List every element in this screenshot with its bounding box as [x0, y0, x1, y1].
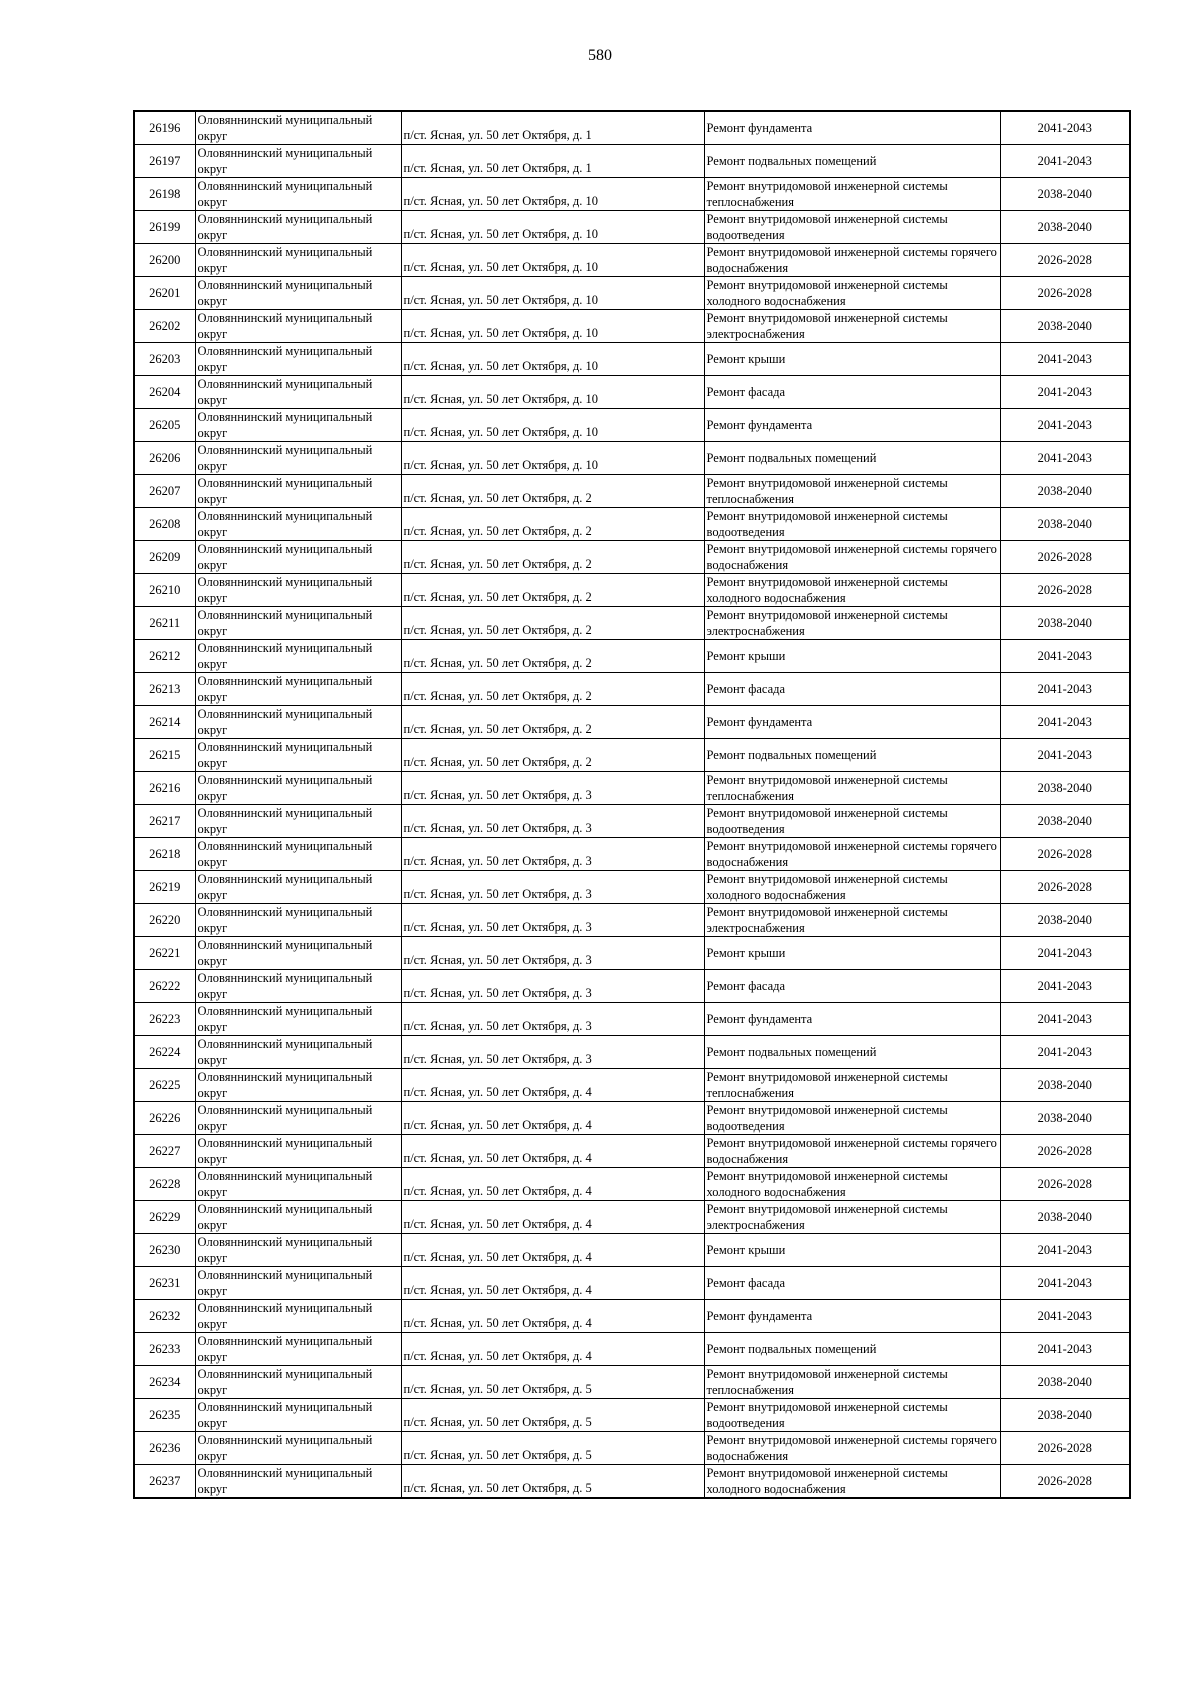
address-cell: п/ст. Ясная, ул. 50 лет Октября, д. 5 — [401, 1465, 704, 1499]
municipality-cell: Оловяннинский муниципальный округ — [195, 1333, 401, 1366]
row-number: 26236 — [134, 1432, 195, 1465]
period-cell: 2026-2028 — [1000, 838, 1130, 871]
table-row — [134, 1465, 1130, 1499]
address-cell: п/ст. Ясная, ул. 50 лет Октября, д. 3 — [401, 871, 704, 904]
address-cell: п/ст. Ясная, ул. 50 лет Октября, д. 4 — [401, 1168, 704, 1201]
municipality-cell: Оловяннинский муниципальный округ — [195, 343, 401, 376]
municipality-cell: Оловяннинский муниципальный округ — [195, 1069, 401, 1102]
table-row — [134, 1399, 1130, 1432]
municipality-cell: Оловяннинский муниципальный округ — [195, 574, 401, 607]
work-type-cell: Ремонт подвальных помещений — [704, 145, 1000, 178]
period-cell: 2041-2043 — [1000, 1300, 1130, 1333]
row-number: 26210 — [134, 574, 195, 607]
address-cell: п/ст. Ясная, ул. 50 лет Октября, д. 3 — [401, 1003, 704, 1036]
row-number: 26222 — [134, 970, 195, 1003]
work-type-cell: Ремонт фундамента — [704, 706, 1000, 739]
municipality-cell: Оловяннинский муниципальный округ — [195, 1168, 401, 1201]
work-type-cell: Ремонт фундамента — [704, 409, 1000, 442]
period-cell: 2026-2028 — [1000, 1168, 1130, 1201]
municipality-cell: Оловяннинский муниципальный округ — [195, 904, 401, 937]
row-number: 26211 — [134, 607, 195, 640]
table-row — [134, 640, 1130, 673]
period-cell: 2041-2043 — [1000, 1036, 1130, 1069]
table-row — [134, 343, 1130, 376]
period-cell: 2041-2043 — [1000, 640, 1130, 673]
period-cell: 2041-2043 — [1000, 376, 1130, 409]
address-cell: п/ст. Ясная, ул. 50 лет Октября, д. 4 — [401, 1069, 704, 1102]
row-number: 26221 — [134, 937, 195, 970]
table-row — [134, 838, 1130, 871]
table-row — [134, 442, 1130, 475]
work-type-cell: Ремонт внутридомовой инженерной системы теплоснабжения — [704, 772, 1000, 805]
municipality-cell: Оловяннинский муниципальный округ — [195, 607, 401, 640]
table-row — [134, 211, 1130, 244]
row-number: 26212 — [134, 640, 195, 673]
repair-schedule-table — [133, 110, 1131, 1499]
municipality-cell: Оловяннинский муниципальный округ — [195, 277, 401, 310]
row-number: 26229 — [134, 1201, 195, 1234]
municipality-cell: Оловяннинский муниципальный округ — [195, 508, 401, 541]
table-row — [134, 376, 1130, 409]
work-type-cell: Ремонт внутридомовой инженерной системы горячего водоснабжения — [704, 1432, 1000, 1465]
work-type-cell: Ремонт внутридомовой инженерной системы теплоснабжения — [704, 1069, 1000, 1102]
table-row — [134, 1168, 1130, 1201]
table-row — [134, 574, 1130, 607]
address-cell: п/ст. Ясная, ул. 50 лет Октября, д. 10 — [401, 376, 704, 409]
period-cell: 2041-2043 — [1000, 442, 1130, 475]
row-number: 26208 — [134, 508, 195, 541]
address-cell: п/ст. Ясная, ул. 50 лет Октября, д. 10 — [401, 211, 704, 244]
row-number: 26233 — [134, 1333, 195, 1366]
work-type-cell: Ремонт внутридомовой инженерной системы водоотведения — [704, 211, 1000, 244]
municipality-cell: Оловяннинский муниципальный округ — [195, 1036, 401, 1069]
page-number: 580 — [588, 47, 612, 64]
period-cell: 2038-2040 — [1000, 178, 1130, 211]
municipality-cell: Оловяннинский муниципальный округ — [195, 145, 401, 178]
address-cell: п/ст. Ясная, ул. 50 лет Октября, д. 5 — [401, 1399, 704, 1432]
period-cell: 2038-2040 — [1000, 508, 1130, 541]
municipality-cell: Оловяннинский муниципальный округ — [195, 310, 401, 343]
address-cell: п/ст. Ясная, ул. 50 лет Октября, д. 2 — [401, 607, 704, 640]
table-row — [134, 277, 1130, 310]
address-cell: п/ст. Ясная, ул. 50 лет Октября, д. 10 — [401, 277, 704, 310]
period-cell: 2026-2028 — [1000, 1465, 1130, 1499]
municipality-cell: Оловяннинский муниципальный округ — [195, 1102, 401, 1135]
row-number: 26225 — [134, 1069, 195, 1102]
address-cell: п/ст. Ясная, ул. 50 лет Октября, д. 10 — [401, 343, 704, 376]
municipality-cell: Оловяннинский муниципальный округ — [195, 1432, 401, 1465]
work-type-cell: Ремонт внутридомовой инженерной системы холодного водоснабжения — [704, 277, 1000, 310]
address-cell: п/ст. Ясная, ул. 50 лет Октября, д. 3 — [401, 772, 704, 805]
period-cell: 2041-2043 — [1000, 1003, 1130, 1036]
address-cell: п/ст. Ясная, ул. 50 лет Октября, д. 5 — [401, 1366, 704, 1399]
municipality-cell: Оловяннинский муниципальный округ — [195, 673, 401, 706]
municipality-cell: Оловяннинский муниципальный округ — [195, 772, 401, 805]
municipality-cell: Оловяннинский муниципальный округ — [195, 970, 401, 1003]
row-number: 26214 — [134, 706, 195, 739]
work-type-cell: Ремонт внутридомовой инженерной системы горячего водоснабжения — [704, 541, 1000, 574]
table-row — [134, 244, 1130, 277]
work-type-cell: Ремонт внутридомовой инженерной системы электроснабжения — [704, 1201, 1000, 1234]
period-cell: 2038-2040 — [1000, 310, 1130, 343]
row-number: 26237 — [134, 1465, 195, 1499]
municipality-cell: Оловяннинский муниципальный округ — [195, 1135, 401, 1168]
table-row — [134, 607, 1130, 640]
period-cell: 2038-2040 — [1000, 1201, 1130, 1234]
address-cell: п/ст. Ясная, ул. 50 лет Октября, д. 2 — [401, 475, 704, 508]
municipality-cell: Оловяннинский муниципальный округ — [195, 1201, 401, 1234]
municipality-cell: Оловяннинский муниципальный округ — [195, 805, 401, 838]
work-type-cell: Ремонт крыши — [704, 1234, 1000, 1267]
table-row — [134, 1201, 1130, 1234]
address-cell: п/ст. Ясная, ул. 50 лет Октября, д. 10 — [401, 244, 704, 277]
period-cell: 2026-2028 — [1000, 277, 1130, 310]
municipality-cell: Оловяннинский муниципальный округ — [195, 178, 401, 211]
work-type-cell: Ремонт внутридомовой инженерной системы водоотведения — [704, 805, 1000, 838]
row-number: 26234 — [134, 1366, 195, 1399]
municipality-cell: Оловяннинский муниципальный округ — [195, 211, 401, 244]
work-type-cell: Ремонт фундамента — [704, 111, 1000, 145]
table-row — [134, 475, 1130, 508]
work-type-cell: Ремонт внутридомовой инженерной системы горячего водоснабжения — [704, 838, 1000, 871]
address-cell: п/ст. Ясная, ул. 50 лет Октября, д. 10 — [401, 409, 704, 442]
municipality-cell: Оловяннинский муниципальный округ — [195, 1465, 401, 1499]
row-number: 26228 — [134, 1168, 195, 1201]
table-row — [134, 310, 1130, 343]
row-number: 26227 — [134, 1135, 195, 1168]
address-cell: п/ст. Ясная, ул. 50 лет Октября, д. 4 — [401, 1102, 704, 1135]
work-type-cell: Ремонт крыши — [704, 640, 1000, 673]
table-row — [134, 111, 1130, 145]
table-body — [134, 111, 1130, 1498]
row-number: 26230 — [134, 1234, 195, 1267]
address-cell: п/ст. Ясная, ул. 50 лет Октября, д. 2 — [401, 541, 704, 574]
period-cell: 2038-2040 — [1000, 475, 1130, 508]
municipality-cell: Оловяннинский муниципальный округ — [195, 409, 401, 442]
address-cell: п/ст. Ясная, ул. 50 лет Октября, д. 3 — [401, 805, 704, 838]
row-number: 26197 — [134, 145, 195, 178]
period-cell: 2041-2043 — [1000, 1234, 1130, 1267]
work-type-cell: Ремонт внутридомовой инженерной системы холодного водоснабжения — [704, 1465, 1000, 1499]
work-type-cell: Ремонт внутридомовой инженерной системы водоотведения — [704, 1102, 1000, 1135]
row-number: 26198 — [134, 178, 195, 211]
address-cell: п/ст. Ясная, ул. 50 лет Октября, д. 10 — [401, 310, 704, 343]
table-row — [134, 1300, 1130, 1333]
address-cell: п/ст. Ясная, ул. 50 лет Октября, д. 2 — [401, 739, 704, 772]
row-number: 26199 — [134, 211, 195, 244]
table-row — [134, 1432, 1130, 1465]
work-type-cell: Ремонт подвальных помещений — [704, 1333, 1000, 1366]
table-row — [134, 1333, 1130, 1366]
municipality-cell: Оловяннинский муниципальный округ — [195, 1399, 401, 1432]
work-type-cell: Ремонт подвальных помещений — [704, 739, 1000, 772]
period-cell: 2026-2028 — [1000, 871, 1130, 904]
period-cell: 2038-2040 — [1000, 1366, 1130, 1399]
municipality-cell: Оловяннинский муниципальный округ — [195, 244, 401, 277]
row-number: 26206 — [134, 442, 195, 475]
work-type-cell: Ремонт фасада — [704, 673, 1000, 706]
table-row — [134, 904, 1130, 937]
table-row — [134, 178, 1130, 211]
table-row — [134, 1234, 1130, 1267]
work-type-cell: Ремонт фасада — [704, 970, 1000, 1003]
period-cell: 2041-2043 — [1000, 706, 1130, 739]
municipality-cell: Оловяннинский муниципальный округ — [195, 739, 401, 772]
period-cell: 2038-2040 — [1000, 607, 1130, 640]
work-type-cell: Ремонт фасада — [704, 1267, 1000, 1300]
work-type-cell: Ремонт внутридомовой инженерной системы теплоснабжения — [704, 475, 1000, 508]
row-number: 26232 — [134, 1300, 195, 1333]
row-number: 26200 — [134, 244, 195, 277]
municipality-cell: Оловяннинский муниципальный округ — [195, 1366, 401, 1399]
row-number: 26217 — [134, 805, 195, 838]
address-cell: п/ст. Ясная, ул. 50 лет Октября, д. 1 — [401, 111, 704, 145]
work-type-cell: Ремонт внутридомовой инженерной системы холодного водоснабжения — [704, 1168, 1000, 1201]
period-cell: 2041-2043 — [1000, 937, 1130, 970]
row-number: 26218 — [134, 838, 195, 871]
row-number: 26209 — [134, 541, 195, 574]
row-number: 26224 — [134, 1036, 195, 1069]
work-type-cell: Ремонт фундамента — [704, 1300, 1000, 1333]
table-row — [134, 970, 1130, 1003]
period-cell: 2038-2040 — [1000, 211, 1130, 244]
period-cell: 2026-2028 — [1000, 574, 1130, 607]
address-cell: п/ст. Ясная, ул. 50 лет Октября, д. 3 — [401, 904, 704, 937]
table-row — [134, 409, 1130, 442]
work-type-cell: Ремонт подвальных помещений — [704, 442, 1000, 475]
work-type-cell: Ремонт внутридомовой инженерной системы теплоснабжения — [704, 1366, 1000, 1399]
row-number: 26201 — [134, 277, 195, 310]
work-type-cell: Ремонт крыши — [704, 937, 1000, 970]
period-cell: 2038-2040 — [1000, 1069, 1130, 1102]
work-type-cell: Ремонт внутридомовой инженерной системы горячего водоснабжения — [704, 244, 1000, 277]
address-cell: п/ст. Ясная, ул. 50 лет Октября, д. 2 — [401, 706, 704, 739]
address-cell: п/ст. Ясная, ул. 50 лет Октября, д. 2 — [401, 673, 704, 706]
address-cell: п/ст. Ясная, ул. 50 лет Октября, д. 4 — [401, 1234, 704, 1267]
address-cell: п/ст. Ясная, ул. 50 лет Октября, д. 4 — [401, 1201, 704, 1234]
table-row — [134, 145, 1130, 178]
period-cell: 2041-2043 — [1000, 739, 1130, 772]
table-row — [134, 508, 1130, 541]
address-cell: п/ст. Ясная, ул. 50 лет Октября, д. 2 — [401, 640, 704, 673]
address-cell: п/ст. Ясная, ул. 50 лет Октября, д. 4 — [401, 1267, 704, 1300]
period-cell: 2026-2028 — [1000, 1135, 1130, 1168]
address-cell: п/ст. Ясная, ул. 50 лет Октября, д. 3 — [401, 937, 704, 970]
municipality-cell: Оловяннинский муниципальный округ — [195, 1003, 401, 1036]
table-row — [134, 772, 1130, 805]
table-row — [134, 1036, 1130, 1069]
row-number: 26213 — [134, 673, 195, 706]
table-row — [134, 1102, 1130, 1135]
period-cell: 2041-2043 — [1000, 343, 1130, 376]
row-number: 26219 — [134, 871, 195, 904]
period-cell: 2026-2028 — [1000, 541, 1130, 574]
work-type-cell: Ремонт фасада — [704, 376, 1000, 409]
work-type-cell: Ремонт внутридомовой инженерной системы холодного водоснабжения — [704, 574, 1000, 607]
row-number: 26205 — [134, 409, 195, 442]
address-cell: п/ст. Ясная, ул. 50 лет Октября, д. 4 — [401, 1135, 704, 1168]
municipality-cell: Оловяннинский муниципальный округ — [195, 442, 401, 475]
municipality-cell: Оловяннинский муниципальный округ — [195, 1234, 401, 1267]
municipality-cell: Оловяннинский муниципальный округ — [195, 111, 401, 145]
work-type-cell: Ремонт внутридомовой инженерной системы водоотведения — [704, 1399, 1000, 1432]
table-row — [134, 937, 1130, 970]
period-cell: 2041-2043 — [1000, 111, 1130, 145]
address-cell: п/ст. Ясная, ул. 50 лет Октября, д. 4 — [401, 1300, 704, 1333]
row-number: 26223 — [134, 1003, 195, 1036]
table-row — [134, 706, 1130, 739]
work-type-cell: Ремонт внутридомовой инженерной системы электроснабжения — [704, 310, 1000, 343]
address-cell: п/ст. Ясная, ул. 50 лет Октября, д. 10 — [401, 442, 704, 475]
row-number: 26215 — [134, 739, 195, 772]
period-cell: 2026-2028 — [1000, 1432, 1130, 1465]
municipality-cell: Оловяннинский муниципальный округ — [195, 706, 401, 739]
period-cell: 2041-2043 — [1000, 673, 1130, 706]
work-type-cell: Ремонт внутридомовой инженерной системы теплоснабжения — [704, 178, 1000, 211]
address-cell: п/ст. Ясная, ул. 50 лет Октября, д. 3 — [401, 1036, 704, 1069]
address-cell: п/ст. Ясная, ул. 50 лет Октября, д. 4 — [401, 1333, 704, 1366]
work-type-cell: Ремонт внутридомовой инженерной системы холодного водоснабжения — [704, 871, 1000, 904]
period-cell: 2038-2040 — [1000, 772, 1130, 805]
work-type-cell: Ремонт подвальных помещений — [704, 1036, 1000, 1069]
row-number: 26207 — [134, 475, 195, 508]
work-type-cell: Ремонт крыши — [704, 343, 1000, 376]
period-cell: 2041-2043 — [1000, 145, 1130, 178]
period-cell: 2041-2043 — [1000, 1333, 1130, 1366]
table-row — [134, 871, 1130, 904]
municipality-cell: Оловяннинский муниципальный округ — [195, 1267, 401, 1300]
row-number: 26235 — [134, 1399, 195, 1432]
municipality-cell: Оловяннинский муниципальный округ — [195, 1300, 401, 1333]
municipality-cell: Оловяннинский муниципальный округ — [195, 937, 401, 970]
work-type-cell: Ремонт фундамента — [704, 1003, 1000, 1036]
period-cell: 2038-2040 — [1000, 904, 1130, 937]
row-number: 26203 — [134, 343, 195, 376]
municipality-cell: Оловяннинский муниципальный округ — [195, 475, 401, 508]
period-cell: 2041-2043 — [1000, 1267, 1130, 1300]
address-cell: п/ст. Ясная, ул. 50 лет Октября, д. 5 — [401, 1432, 704, 1465]
table-row — [134, 739, 1130, 772]
period-cell: 2038-2040 — [1000, 805, 1130, 838]
table-row — [134, 1135, 1130, 1168]
municipality-cell: Оловяннинский муниципальный округ — [195, 376, 401, 409]
table-row — [134, 673, 1130, 706]
row-number: 26226 — [134, 1102, 195, 1135]
municipality-cell: Оловяннинский муниципальный округ — [195, 541, 401, 574]
table-row — [134, 541, 1130, 574]
row-number: 26220 — [134, 904, 195, 937]
work-type-cell: Ремонт внутридомовой инженерной системы электроснабжения — [704, 904, 1000, 937]
address-cell: п/ст. Ясная, ул. 50 лет Октября, д. 10 — [401, 178, 704, 211]
row-number: 26204 — [134, 376, 195, 409]
address-cell: п/ст. Ясная, ул. 50 лет Октября, д. 1 — [401, 145, 704, 178]
table-row — [134, 1069, 1130, 1102]
row-number: 26202 — [134, 310, 195, 343]
address-cell: п/ст. Ясная, ул. 50 лет Октября, д. 2 — [401, 508, 704, 541]
table-row — [134, 1366, 1130, 1399]
period-cell: 2041-2043 — [1000, 970, 1130, 1003]
work-type-cell: Ремонт внутридомовой инженерной системы электроснабжения — [704, 607, 1000, 640]
municipality-cell: Оловяннинский муниципальный округ — [195, 640, 401, 673]
table-row — [134, 1003, 1130, 1036]
period-cell: 2038-2040 — [1000, 1102, 1130, 1135]
municipality-cell: Оловяннинский муниципальный округ — [195, 871, 401, 904]
municipality-cell: Оловяннинский муниципальный округ — [195, 838, 401, 871]
address-cell: п/ст. Ясная, ул. 50 лет Октября, д. 3 — [401, 838, 704, 871]
row-number: 26216 — [134, 772, 195, 805]
work-type-cell: Ремонт внутридомовой инженерной системы водоотведения — [704, 508, 1000, 541]
address-cell: п/ст. Ясная, ул. 50 лет Октября, д. 2 — [401, 574, 704, 607]
row-number: 26231 — [134, 1267, 195, 1300]
period-cell: 2026-2028 — [1000, 244, 1130, 277]
address-cell: п/ст. Ясная, ул. 50 лет Октября, д. 3 — [401, 970, 704, 1003]
period-cell: 2041-2043 — [1000, 409, 1130, 442]
period-cell: 2038-2040 — [1000, 1399, 1130, 1432]
work-type-cell: Ремонт внутридомовой инженерной системы горячего водоснабжения — [704, 1135, 1000, 1168]
row-number: 26196 — [134, 111, 195, 145]
table-row — [134, 805, 1130, 838]
table-row — [134, 1267, 1130, 1300]
